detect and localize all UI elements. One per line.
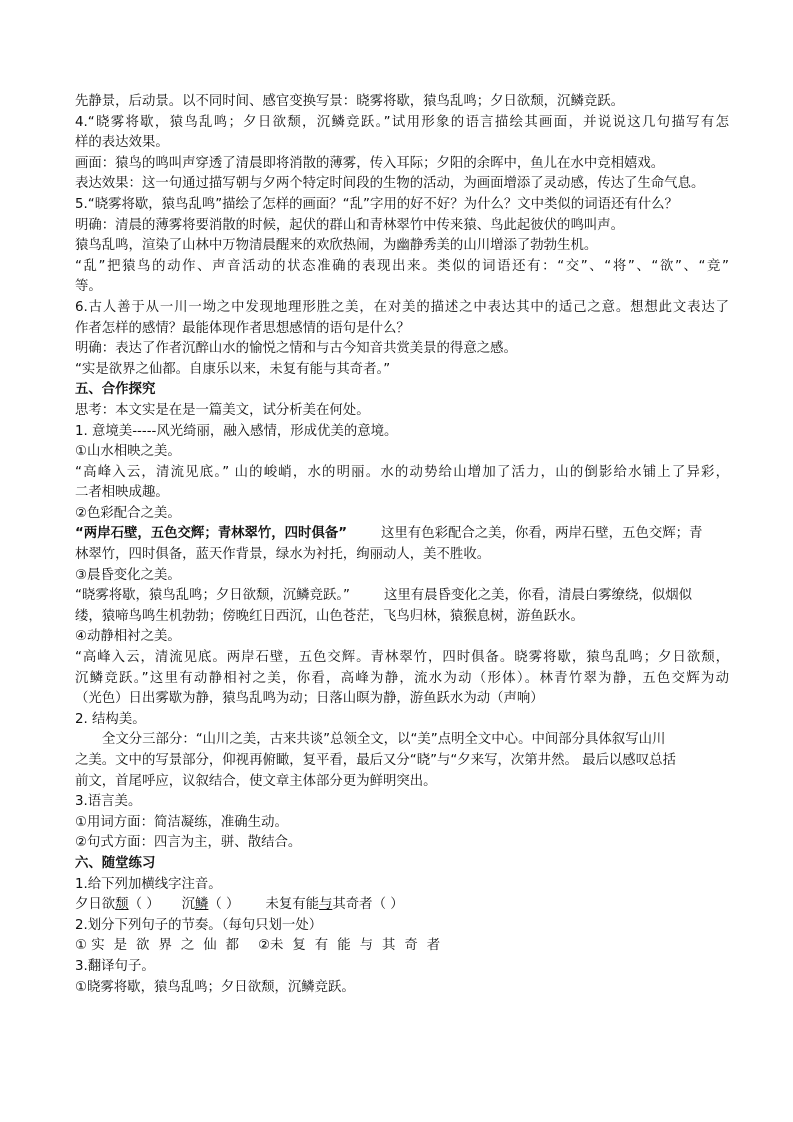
underlined-char: 与 [319,897,333,913]
answer-blank[interactable]: （ ） [208,897,240,913]
text-span: 这里有色彩配合之美，你看，两岸石壁，五色交辉；青 [381,526,703,542]
text-line: 之美。文中的写景部分，仰视再俯瞰，复平看，最后又分“晓”与“夕来写，次第井然。 最后以感叹总括 [75,753,676,768]
text-line: 前文，首尾呼应，议叙结合，使文章主体部分更为鲜明突出。 [75,773,437,789]
rhythm-row: ① 实是欲界之仙都 ②未复有能与其奇者 [75,938,450,954]
section-heading-6: 六、随堂练习 [75,855,156,871]
text-span: 这里有晨昏变化之美，你看，清晨白雾缭绕，似烟似 [384,588,692,604]
text-line: “高峰入云，清流见底。两岸石壁，五色交辉。青林翠竹，四时俱备。晓雾将歇，猿鸟乱鸣；夕日欲颓， [75,650,729,666]
text-line: 思考：本文实是在是一篇美文，试分析美在何处。 [75,402,370,418]
subheading: ④动静相衬之美。 [75,629,181,645]
question-4: 4.“晓雾将歇，猿鸟乱鸣；夕日欲颓，沉鳞竞跃。”试用形象的语言描绘其画面，并说说这几句描写有怎 [75,114,729,130]
quote-line: “实是欲界之仙都。自康乐以来，未复有能与其奇者。” [75,361,391,377]
rhythm-sentence: 未复有能与其奇者 [270,938,450,954]
subheading: 3.语言美。 [75,794,142,810]
answer-line: 明确：表达了作者沉醉山水的愉悦之情和与古今知音共赏美景的得意之感。 [75,341,517,357]
text-line [75,586,729,607]
rhythm-sentence: 实是欲界之仙都 [91,938,249,954]
exercise-1: 1.给下列加横线字注音。 [75,876,222,892]
text-line: 沉鳞竞跃。”这里有动静相衬之美，你看，高峰为静，流水为动（形体）。林青竹翠为静，五色交辉为动 [75,670,729,686]
subheading: ①山水相映之美。 [75,444,181,460]
answer-effect: 表达效果：这一句通过描写朝与夕两个特定时间段的生物的活动，为画面增添了灵动感，传达了生命气息。 [75,176,705,192]
answer-line: “乱”把猿鸟的动作、声音活动的状态准确的表现出来。类似的词语还有：“交”、“将”、“欲”、“竞” [75,258,729,274]
text-line: （光色）日出雾歇为静，猿鸟乱鸣为动；日落山暝为静，游鱼跃水为动（声响） [75,691,544,707]
answer-blank[interactable]: （ ） [372,897,404,913]
quote-span: “晓雾将歇，猿鸟乱鸣；夕日欲颓，沉鳞竞跃。” [75,588,350,604]
text-line: ①用词方面：简洁凝练，准确生动。 [75,814,288,830]
underlined-char: 鳞 [195,897,209,913]
text-line: 1. 意境美-----风光绮丽，融入感情，形成优美的意境。 [75,423,398,439]
text-line: 样的表达效果。 [75,135,169,151]
answer-line: 猿鸟乱鸣，渲染了山林中万物清晨醒来的欢欣热闹，为幽静秀美的山川增添了勃勃生机。 [75,238,598,254]
answer-line: 明确：清晨的薄雾将要消散的时候，起伏的群山和青林翠竹中传来猿、鸟此起彼伏的鸣叫声。 [75,217,625,233]
text-line: 先静景，后动景。以不同时间、感官变换写景：晓雾将歇，猿鸟乱鸣；夕日欲颓，沉鳞竞跃。 [75,94,625,109]
subheading: 2. 结构美。 [75,711,146,727]
underlined-char: 颓 [115,897,129,913]
answer-blank[interactable]: （ ） [128,897,160,913]
exercise-3: 3.翻译句子。 [75,958,155,974]
subheading: ②色彩配合之美。 [75,505,181,521]
text-line [75,524,729,545]
section-heading-5: 五、合作探究 [75,382,156,398]
answer-picture: 画面：猿鸟的鸣叫声穿透了清晨即将消散的薄雾，传入耳际；夕阳的余晖中，鱼儿在水中竞相嬉戏。 [75,155,665,171]
exercise-2: 2.划分下列句子的节奏。（每句只划一处） [75,917,323,933]
text-line: 缕，猿啼鸟鸣生机勃勃；傍晚红日西沉，山色苍茫，飞鸟归林，猿猴息树，游鱼跃水。 [75,608,584,624]
text-line: 全文分三部分：“山川之美，古来共谈”总领全文，以“美”点明全文中心。中间部分具体叙写山川 [102,732,666,748]
question-5: 5.“晓雾将歇，猿鸟乱鸣”描绘了怎样的画面？“乱”字用的好不好？为什么？文中类似的词语还有什么？ [75,196,678,212]
text-line: 作者怎样的感情？最能体现作者思想感情的语句是什么？ [75,320,410,336]
text-line: “高峰入云，清流见底。” 山的峻峭，水的明丽。水的动势给山增加了活力，山的倒影给水铺上了异彩， [75,464,729,480]
text-line: ②句式方面：四言为主，骈、散结合。 [75,835,302,851]
text-line: 二者相映成趣。 [75,485,169,501]
text-line: 林翠竹，四时俱备，蓝天作背景，绿水为衬托，绚丽动人，美不胜收。 [75,547,491,563]
pinyin-row: 夕日欲颓（ ） 沉鳞（ ） 未复有能与其奇者（ ） [75,897,404,913]
bold-quote: “两岸石壁，五色交辉；青林翠竹，四时俱备” [75,526,348,542]
text-line: 等。 [75,279,102,295]
subheading: ③晨昏变化之美。 [75,567,181,583]
question-6: 6.古人善于从一川一坳之中发现地理形胜之美，在对美的描述之中表达其中的适己之意。想想此文表达了 [75,299,729,315]
text-line: ①晓雾将歇，猿鸟乱鸣；夕日欲颓，沉鳞竞跃。 [75,979,355,995]
